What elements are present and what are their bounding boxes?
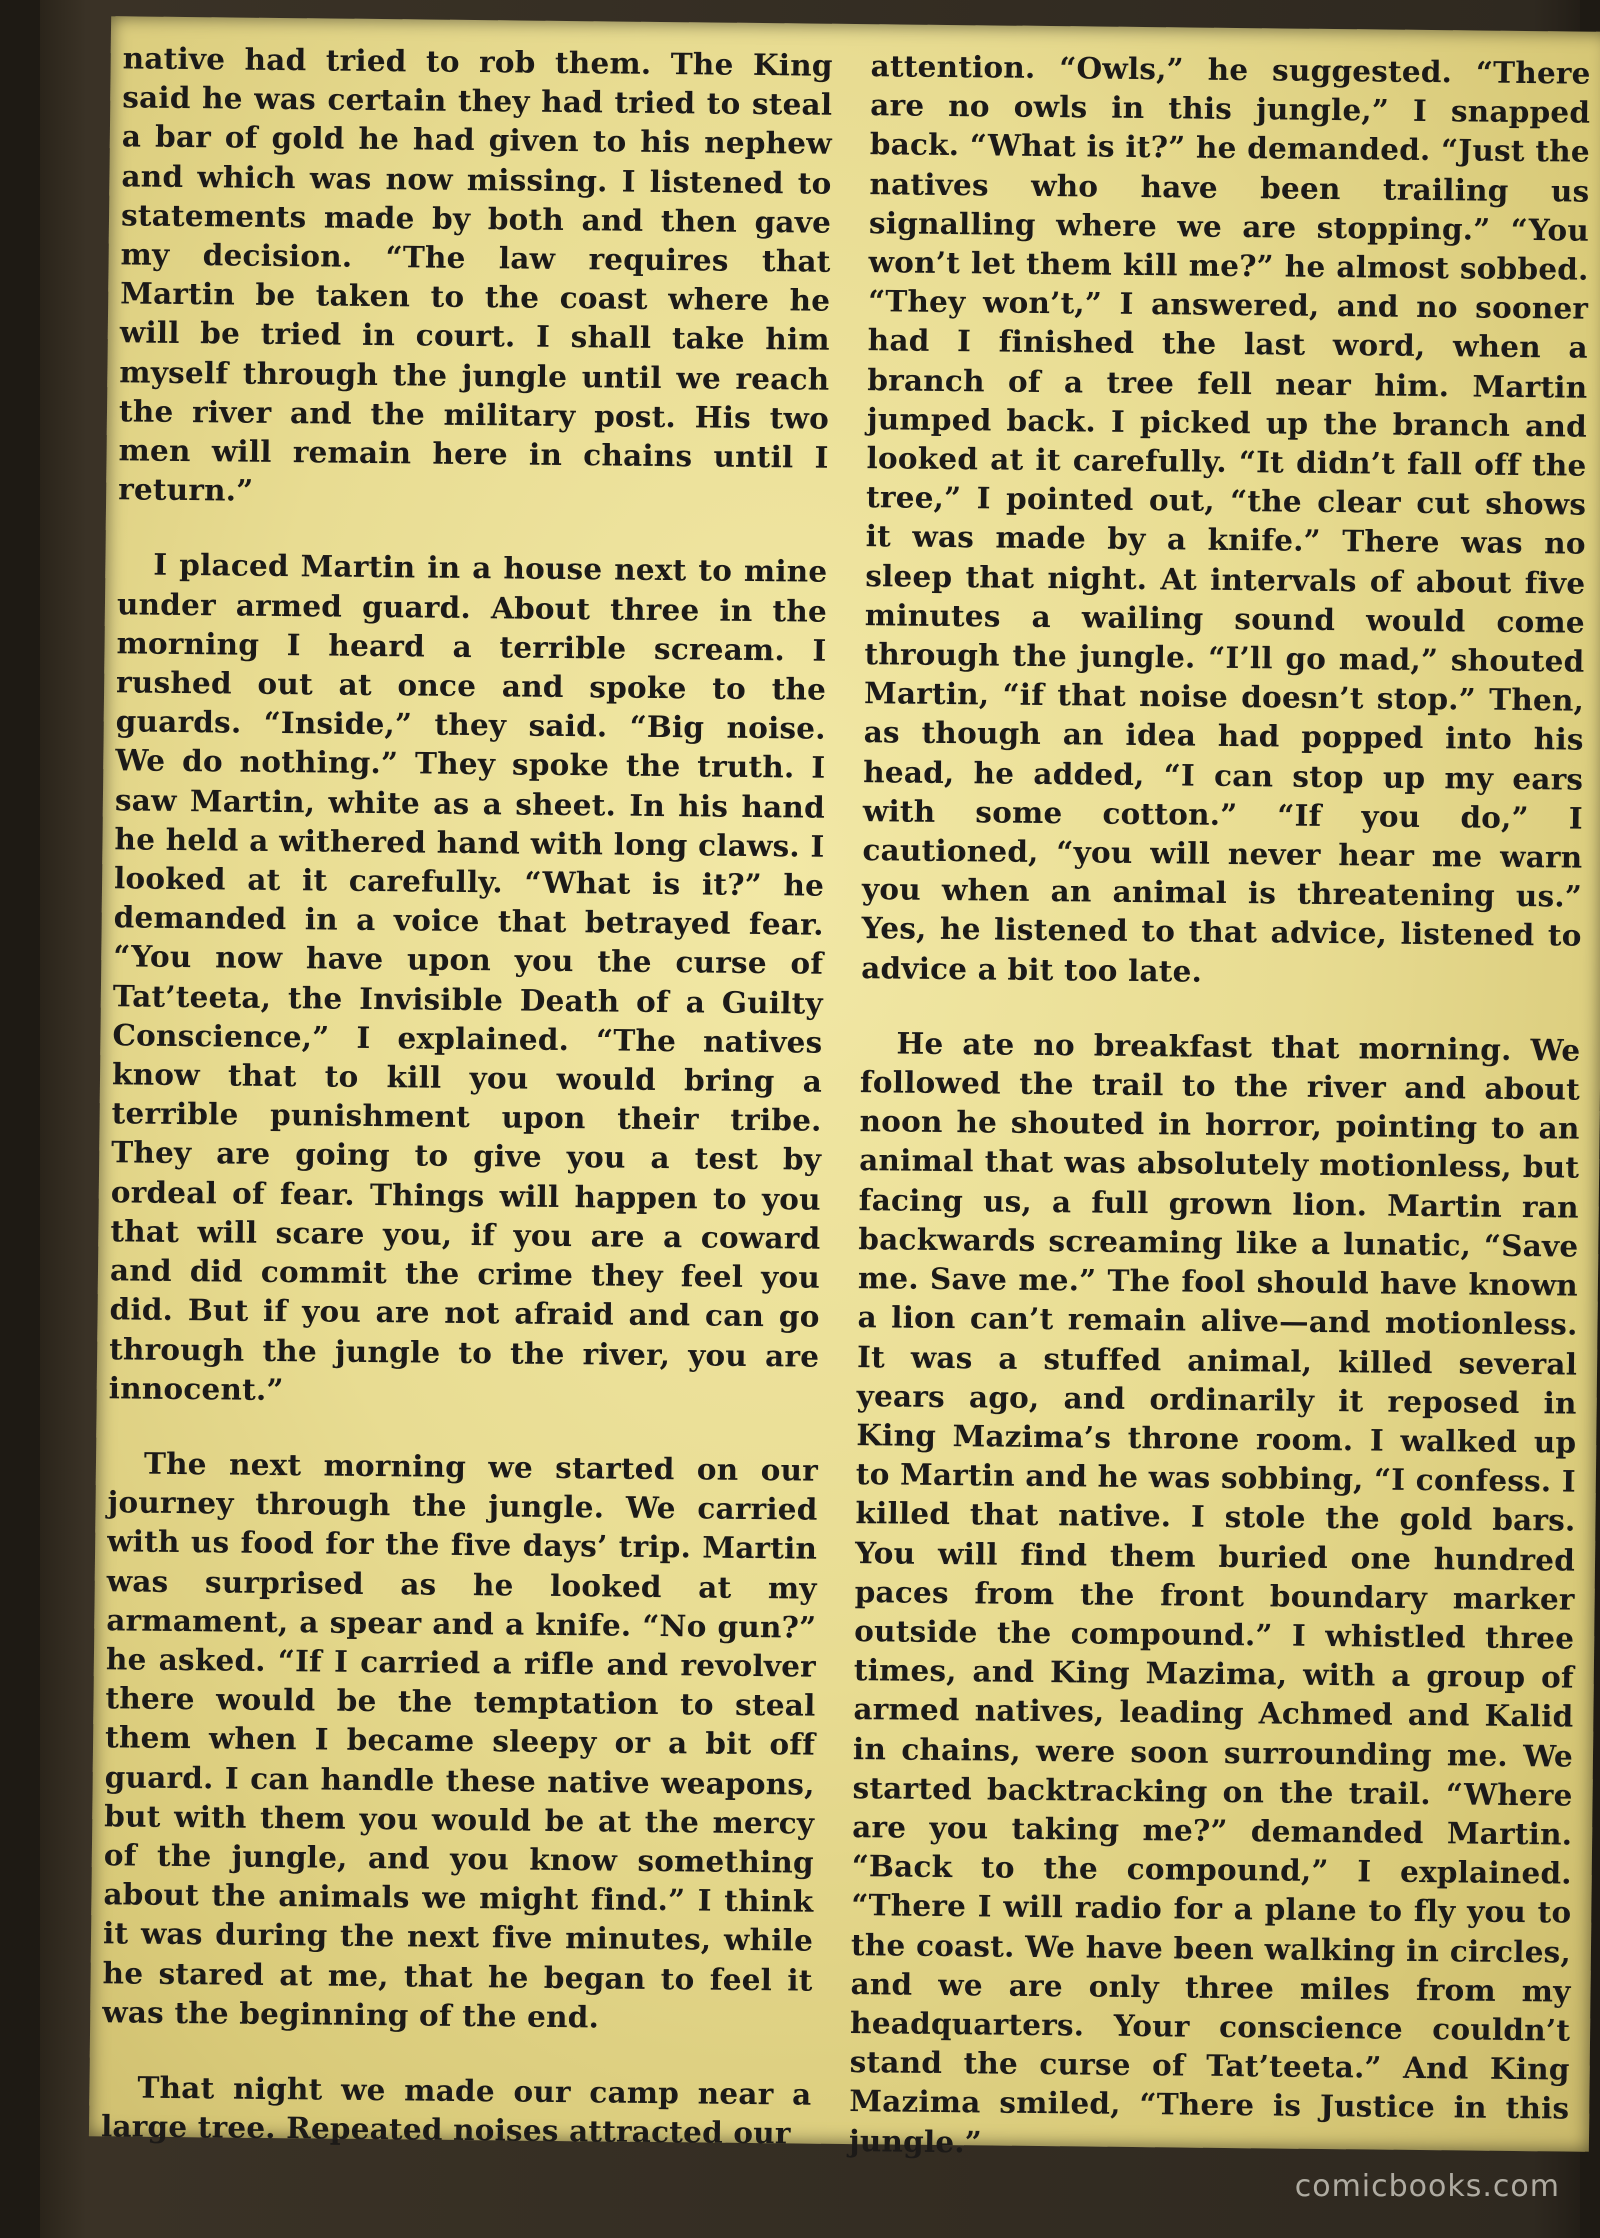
left-column xyxy=(100,38,832,2189)
paragraph: native had tried to rob them. The King said he was certain they had tried to steal a bar of gold he had given to his nephew and which was now missing. I listened to statements made by both and then gave my decision. “The law requires that Martin be taken to the coast where he will be tried in court. I shall take him myself through the jungle until we reach the river and the military post. His two men will remain here in chains until I return.” xyxy=(118,40,833,508)
right-column xyxy=(848,46,1590,2203)
text-panel xyxy=(89,16,1600,2160)
paragraph: He ate no breakfast that morning. We followed the trail to the river and about noon he shouted in horror, pointing to an animal that was absolutely motionless, but facing us, a full grown lion. Martin ran backwards screaming like a lunatic, “Save me. Save me.” The fool should have known a lion can’t remain alive—and motionless. It was a stuffed animal, killed several years ago, and ordinarily it reposed in King Mazima’s throne room. I walked up to Martin and he was sobbing, “I confess. I killed that native. I stole the gold bars. You will find them buried one hundred paces from the front boundary marker outside the compound.” I whistled three times, and King Mazima, with a group of armed natives, leading Achmed and Kalid in chains, were soon surrounding me. We started backtracking on the trail. “Where are you taking me?” demanded Martin. “Back to the compound,” I explained. “There I will radio for a plane to fly you to the coast. We have been walking in circles, and we are only three miles from my headquarters. Your conscience couldn’t stand the curse of Tat’teeta.” And King Mazima smiled, “There is Justice in this jungle.” xyxy=(848,1025,1581,2160)
paragraph: The next morning we started on our journey through the jungle. We carried with us food for the five days’ trip. Martin was surprised as he looked at my armament, a spear and a knife. “No gun?” he asked. “If I carried a rifle and revolver there would be the temptation to steal them when I became sleepy or a bit off guard. I can handle these native weapons, but with them you would be at the mercy of the jungle, and you know something about the animals we might find.” I think it was during the next five minutes, while he stared at me, that he began to feel it was the beginning of the end. xyxy=(102,1445,819,2035)
site-watermark: comicbooks.com xyxy=(1294,2169,1560,2204)
paragraph: That night we made our camp near a large tree. Repeated noises attracted our xyxy=(100,2069,812,2151)
paragraph: attention. “Owls,” he suggested. “There are no owls in this jungle,” I snapped back. “What is it?” he demanded. “Just the natives who have been trailing us signalling where we are stopping.” “You won’t let them kill me?” he almost sobbed. “They won’t,” I answered, and no sooner had I finished the last word, when a branch of a tree fell near him. Martin jumped back. I picked up the branch and looked at it carefully. “It didn’t fall off the tree,” I pointed out, “the clear cut shows it was made by a knife.” There was no sleep that night. At intervals of about five minutes a wailing sound would come through the jungle. “I’ll go mad,” shouted Martin, “if that noise doesn’t stop.” Then, as though an idea had popped into his head, he added, “I can stop up my ears with some cotton.” “If you do,” I cautioned, “you will never hear me warn you when an animal is threatening us.” Yes, he listened to that advice, listened to advice a bit too late. xyxy=(861,48,1591,989)
comic-page xyxy=(40,0,1591,2238)
paragraph: I placed Martin in a house next to mine under armed guard. About three in the morning I heard a terrible scream. I rushed out at once and spoke to the guards. “Inside,” they said. “Big noise. We do nothing.” They spoke the truth. I saw Martin, white as a sheet. In his hand he held a withered hand with long claws. I looked at it carefully. “What is it?” he demanded in a voice that betrayed fear. “You now have upon you the curse of Tat’teeta, the Invisible Death of a Guilty Conscience,” I explained. “The natives know that to kill you would bring a terrible punishment upon their tribe. They are going to give you a test by ordeal of fear. Things will happen to you that will scare you, if you are a coward and did commit the crime they feel you did. But if you are not afraid and can go through the jungle to the river, you are innocent.” xyxy=(108,547,828,1407)
